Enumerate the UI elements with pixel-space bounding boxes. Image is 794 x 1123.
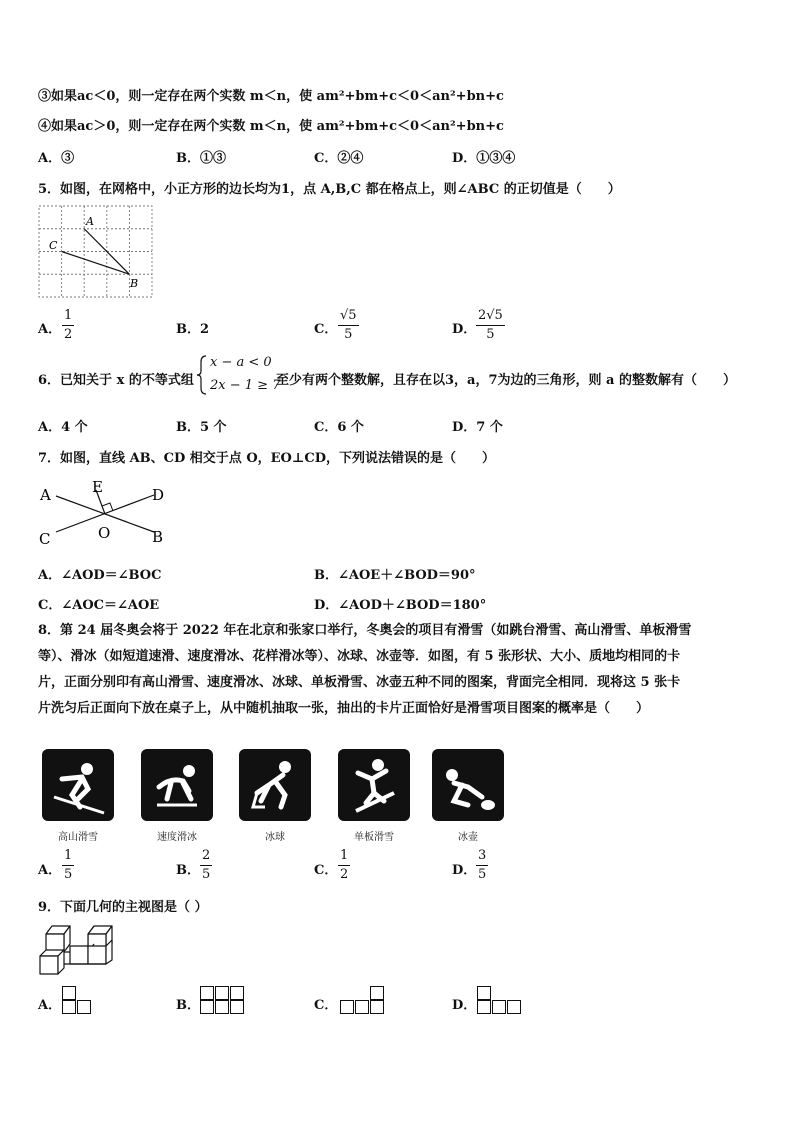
- q9-option-c-label: C．: [314, 998, 338, 1013]
- q9-cube-solid-figure: [38, 920, 120, 978]
- q9-option-a-view: [62, 986, 102, 1016]
- card-caption: 速度滑冰: [157, 832, 197, 843]
- curling-card: [432, 749, 504, 821]
- card-caption: 冰球: [265, 832, 285, 843]
- numerator: 2√5: [476, 308, 505, 326]
- ice-hockey-icon: [239, 749, 311, 821]
- q9-option-d-label: D．: [452, 998, 477, 1013]
- q5-option-d-label: D．: [452, 322, 477, 337]
- alpine-skiing-card: [42, 749, 114, 821]
- curling-icon: [432, 749, 504, 821]
- q8-option-c-fraction: [338, 848, 350, 883]
- statement-4: ④如果ac＞0，则一定存在两个实数 m＜n，使 am²+bm+c＜0＜an²+bn+c: [38, 119, 504, 134]
- numerator: 2: [200, 848, 212, 866]
- q6-option-d: D．7 个: [452, 420, 503, 435]
- speed-skating-icon: [141, 749, 213, 821]
- q5-grid-figure: [38, 205, 154, 299]
- point-o-label: O: [98, 524, 111, 542]
- numerator: 3: [476, 848, 488, 866]
- denominator: 2: [340, 867, 349, 882]
- q9-option-b-label: B．: [176, 998, 200, 1013]
- denominator: 5: [478, 867, 487, 882]
- q5-option-a-fraction: [62, 308, 74, 343]
- numerator: √5: [338, 308, 359, 326]
- numerator: 1: [338, 848, 350, 866]
- ice-hockey-card: [239, 749, 311, 821]
- numerator: 1: [62, 848, 74, 866]
- segment-cb: [62, 252, 130, 275]
- denominator: 5: [202, 867, 211, 882]
- q9-option-a-label: A．: [38, 998, 62, 1013]
- q8-stem-line: 等）、滑冰（如短道速滑、速度滑冰、花样滑冰等）、冰球、冰壶等．如图，有 5 张形状、大小、质地均相同的卡: [38, 649, 681, 664]
- q8-option-b-label: B．: [176, 863, 200, 878]
- q7-line-figure: [36, 476, 176, 548]
- q6-stem-pre: 6．已知关于 x 的不等式组: [38, 373, 194, 388]
- q9-option-b-view: [200, 986, 250, 1016]
- q8-option-a-fraction: [62, 848, 74, 883]
- q6-option-a: A．4 个: [38, 420, 88, 435]
- q6-stem-post: 至少有两个整数解，且存在以3，a，7为边的三角形，则 a 的整数解有（ ）: [276, 373, 736, 388]
- q6-inequality-1: x − a < 0: [210, 355, 272, 370]
- q4-option-d: D．①③④: [452, 151, 516, 166]
- q8-stem: [38, 618, 758, 722]
- q8-stem-line: 片，正面分别印有高山滑雪、速度滑冰、冰球、单板滑雪、冰壶五种不同的图案，背面完全相同．现将这 5 张卡: [38, 675, 681, 690]
- q5-option-c-fraction: [338, 308, 359, 343]
- card-caption: 高山滑雪: [58, 832, 98, 843]
- point-b-label: B: [152, 528, 164, 546]
- denominator: 2: [64, 327, 73, 342]
- point-b-label: B: [130, 277, 139, 290]
- q7-option-b: B．∠AOE＋∠BOD＝90°: [314, 568, 476, 583]
- point-a-label: A: [86, 215, 94, 228]
- q8-option-c-label: C．: [314, 863, 338, 878]
- q4-option-a: A．③: [38, 151, 75, 166]
- q8-option-d-fraction: [476, 848, 488, 883]
- q8-stem-line: 8．第 24 届冬奥会将于 2022 年在北京和张家口举行，冬奥会的项目有滑雪（如跳台滑雪、高山滑雪、单板滑雪: [38, 623, 692, 638]
- denominator: 5: [64, 867, 73, 882]
- q5-option-c-label: C．: [314, 322, 338, 337]
- snowboard-icon: [338, 749, 410, 821]
- point-c-label: C: [49, 239, 58, 252]
- q8-option-d-label: D．: [452, 863, 477, 878]
- speed-skating-card: [141, 749, 213, 821]
- q8-option-b-fraction: [200, 848, 212, 883]
- q5-option-d-fraction: [476, 308, 505, 343]
- q6-option-b: B．5 个: [176, 420, 227, 435]
- q5-stem: 5．如图，在网格中，小正方形的边长均为1，点 A,B,C 都在格点上，则∠ABC 的正切值是（ ）: [38, 182, 621, 197]
- q7-option-a: A．∠AOD＝∠BOC: [38, 568, 162, 583]
- alpine-skiing-icon: [42, 749, 114, 821]
- brace-icon: [196, 354, 208, 396]
- numerator: 1: [62, 308, 74, 326]
- q7-option-c: C．∠AOC＝∠AOE: [38, 598, 160, 613]
- q7-stem: 7．如图，直线 AB、CD 相交于点 O，EO⊥CD，下列说法错误的是（ ）: [38, 451, 495, 466]
- q9-stem: 9．下面几何的主视图是（ ）: [38, 900, 208, 915]
- point-d-label: D: [152, 486, 165, 504]
- q8-option-a-label: A．: [38, 863, 62, 878]
- card-caption: 冰壶: [458, 832, 478, 843]
- point-c-label: C: [39, 530, 51, 548]
- q5-option-a-label: A．: [38, 322, 62, 337]
- q7-option-d: D．∠AOD＋∠BOD＝180°: [314, 598, 487, 613]
- q6-inequality-2: 2x − 1 ≥ 7: [210, 378, 281, 393]
- snowboard-card: [338, 749, 410, 821]
- denominator: 5: [344, 327, 353, 342]
- q8-stem-line: 片洗匀后正面向下放在桌子上，从中随机抽取一张，抽出的卡片正面恰好是滑雪项目图案的概率是（ ）: [38, 701, 650, 716]
- q4-option-c: C．②④: [314, 151, 364, 166]
- q4-option-b: B．①③: [176, 151, 226, 166]
- q9-option-c-view: [340, 986, 390, 1016]
- statement-3: ③如果ac＜0，则一定存在两个实数 m＜n，使 am²+bm+c＜0＜an²+bn+c: [38, 89, 504, 104]
- q5-option-b: B．2: [176, 322, 210, 337]
- point-e-label: E: [92, 478, 103, 496]
- denominator: 5: [486, 327, 495, 342]
- q6-option-c: C．6 个: [314, 420, 364, 435]
- card-caption: 单板滑雪: [354, 832, 394, 843]
- point-a-label: A: [40, 486, 51, 504]
- q9-option-d-view: [477, 986, 527, 1016]
